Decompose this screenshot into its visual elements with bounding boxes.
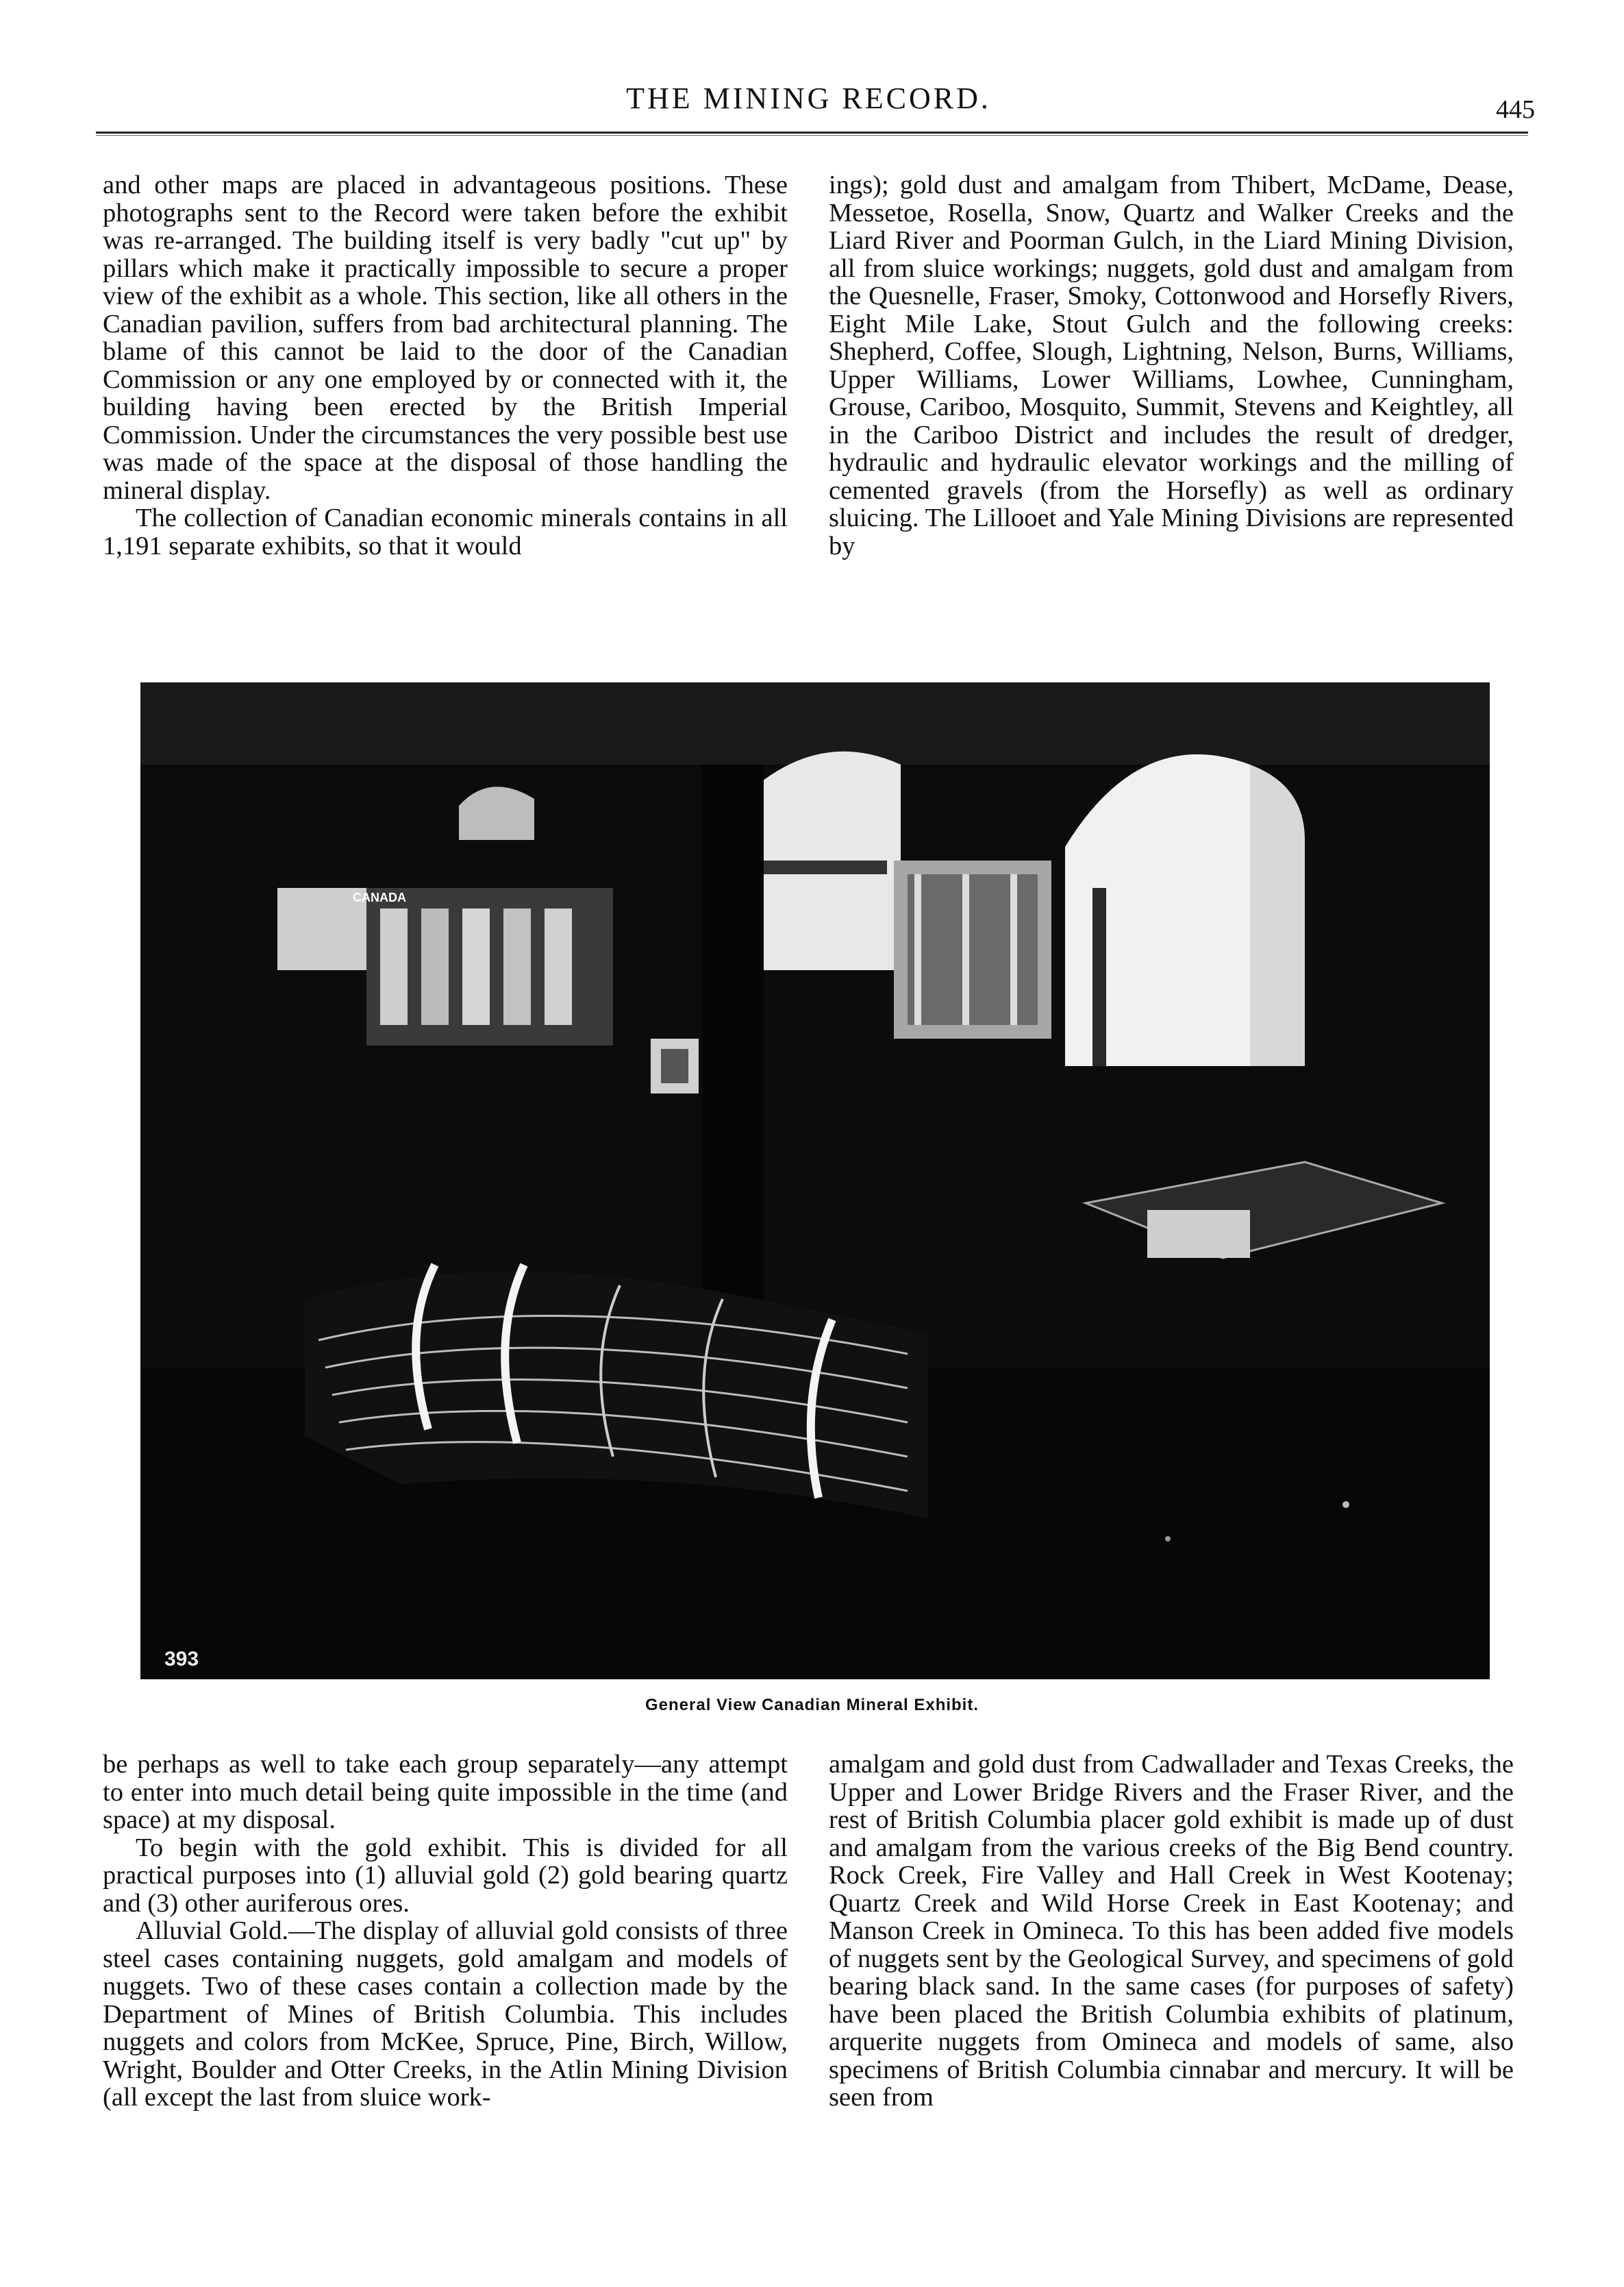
photo-caption: General View Canadian Mineral Exhibit. — [645, 1696, 979, 1714]
paragraph: amalgam and gold dust from Cadwallader and Texas Creeks, the Upper and Lower Bridge Rivers and the Fraser River, and the rest of British Columbia placer gold exhibit is made up of dust and amalgam from the various creeks of the Big Bend country. Rock Creek, Fire Valley and Hall Creek in West Kootenay; Quartz Creek and Wild Horse Creek in East Kootenay; and Manson Creek in Omineca. To this has been added five models of nuggets sent by the Geological Survey, and specimens of gold bearing black sand. In the same cases (for purposes of safety) have been placed the British Columbia exhibits of platinum, arquerite nuggets from Omineca and models of same, also specimens of British Columbia cinnabar and mercury. It will be seen from — [829, 1750, 1514, 2112]
column-bottom-left — [103, 1751, 788, 2112]
paragraph: Alluvial Gold.—The display of alluvial gold consists of three steel cases containing nuggets, gold amalgam and models of nuggets. Two of these cases contain a collection made by the Department of Mines of British Columbia. This includes nuggets and colors from McKee, Spruce, Pine, Birch, Willow, Wright, Boulder and Otter Creeks, in the Atlin Mining Division (all except the last from sluice work- — [103, 1916, 788, 2112]
paragraph: be perhaps as well to take each group separately—any attempt to enter into much detail being quite impossible in the time (and space) at my disposal. — [103, 1750, 788, 1834]
paragraph: ings); gold dust and amalgam from Thibert, McDame, Dease, Messetoe, Rosella, Snow, Quartz and Walker Creeks and the Liard River and Poorman Gulch, in the Liard Mining Division, all from sluice workings; nuggets, gold dust and amalgam from the Quesnelle, Fraser, Smoky, Cottonwood and Horsefly Rivers, Eight Mile Lake, Stout Gulch and the following creeks: Shepherd, Coffee, Slough, Lightning, Nelson, Burns, Williams, Upper Williams, Lower Williams, Lowhee, Cunningham, Grouse, Cariboo, Mosquito, Summit, Stevens and Keightley, all in the Cariboo District and includes the result of dredger, hydraulic and hydraulic elevator workings and the milling of cemented gravels (from the Horsefly) as well as ordinary sluicing. The Lillooet and Yale Mining Divisions are represented by — [829, 171, 1514, 560]
paragraph: The collection of Canadian economic minerals contains in all 1,191 separate exhibits, so that it would — [103, 504, 788, 560]
exhibit-photo-image — [140, 682, 1490, 1679]
running-head: THE MINING RECORD. — [626, 82, 991, 115]
column-top-right — [829, 171, 1514, 560]
paragraph: and other maps are placed in advantageous positions. These photographs sent to the Record were taken before the exhibit was re-arranged. The building itself is very badly "cut up" by pillars which make it practically impossible to secure a proper view of the exhibit as a whole. This section, like all others in the Canadian pavilion, suffers from bad architectural planning. The blame of this cannot be laid to the door of the Canadian Commission or any one employed by or connected with it, the building having been erected by the British Imperial Commission. Under the circumstances the very possible best use was made of the space at the disposal of those handling the mineral display. — [103, 171, 788, 505]
column-bottom-right — [829, 1751, 1514, 2112]
canada-sign: CANADA — [353, 891, 406, 904]
page-number: 445 — [1496, 95, 1535, 124]
column-top-left — [103, 171, 788, 560]
exhibit-photograph — [140, 682, 1490, 1679]
paragraph: To begin with the gold exhibit. This is divided for all practical purposes into (1) alluvial gold (2) gold bearing quartz and (3) other auriferous ores. — [103, 1833, 788, 1918]
page-header — [82, 81, 1535, 136]
plate-number: 393 — [164, 1648, 199, 1670]
header-rule — [96, 132, 1528, 136]
